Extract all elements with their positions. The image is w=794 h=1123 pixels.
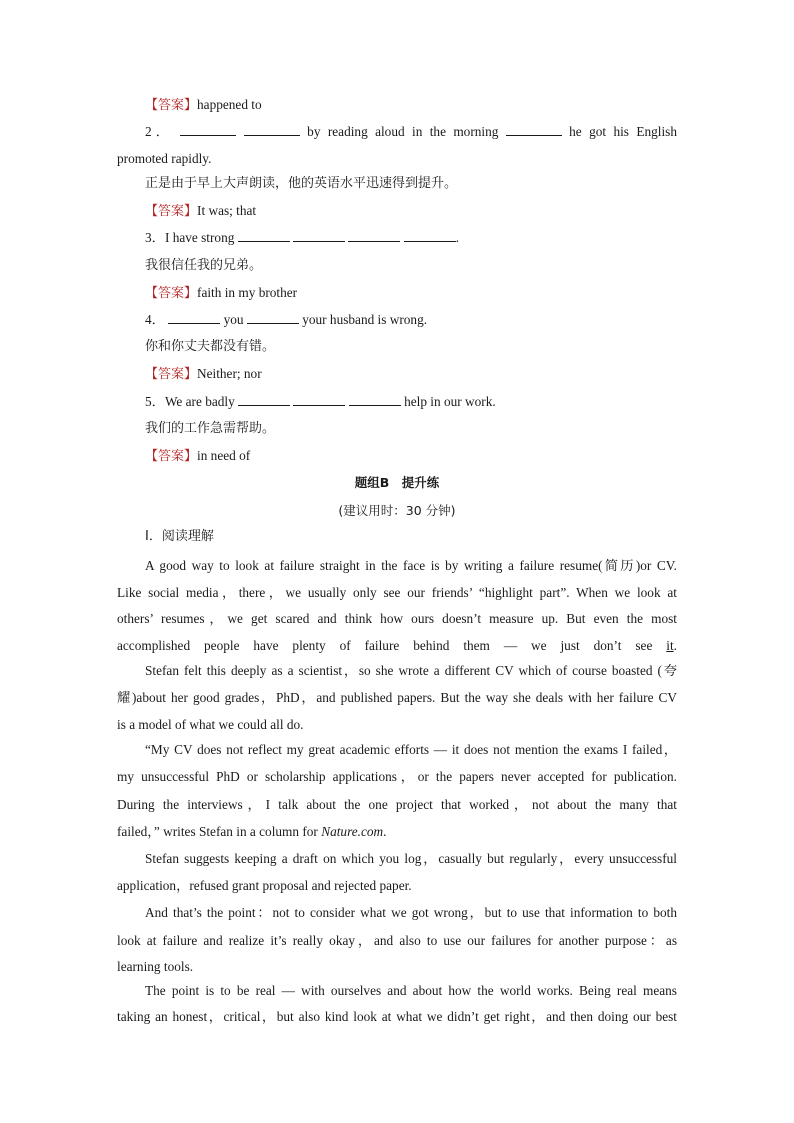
answer-line-5 [145, 447, 250, 466]
answer-text: It was; that [197, 203, 257, 218]
question-text: 5．We are badly [145, 394, 235, 409]
passage-text: accomplished people have plenty of failure behind them — we just don’t see [117, 638, 653, 653]
question-text: help in our work. [404, 394, 496, 409]
answer-blank[interactable] [180, 123, 236, 136]
question-text: 3．I have strong [145, 230, 235, 245]
question-5 [145, 393, 496, 411]
answer-blank[interactable] [238, 393, 290, 406]
passage-line [117, 823, 386, 841]
answer-line-3 [145, 284, 297, 303]
question-text: he got his English [569, 124, 677, 139]
answer-blank[interactable] [168, 311, 220, 324]
underlined-word: it [666, 638, 674, 653]
answer-blank[interactable] [349, 393, 401, 406]
answer-blank[interactable] [293, 229, 345, 242]
question-2-line-2: promoted rapidly. [117, 151, 212, 166]
passage-line: my unsuccessful PhD or scholarship applications，or the papers never accepted for publication. [117, 769, 677, 784]
answer-text: faith in my brother [197, 285, 298, 300]
passage-line: is a model of what we could all do. [117, 717, 304, 732]
answer-blank[interactable] [244, 123, 300, 136]
passage-line: A good way to look at failure straight in the face is by writing a failure resume(简历)or CV. [145, 558, 677, 573]
answer-text: Neither; nor [197, 366, 262, 381]
passage-line: And that’s the point：not to consider what we got wrong，but to use that information to both [145, 905, 677, 920]
section-time: (建议用时：30 分钟) [338, 503, 456, 518]
part-heading: Ⅰ．阅读理解 [145, 529, 214, 544]
question-2-chinese: 正是由于早上大声朗读，他的英语水平迅速得到提升。 [145, 176, 458, 191]
question-4-chinese: 你和你丈夫都没有错。 [145, 339, 276, 354]
passage-line: learning tools. [117, 959, 194, 974]
passage-line: taking an honest，critical，but also kind look at what we didn’t get right，and then doing our best [117, 1009, 677, 1024]
passage-line: others’ resumes，we get scared and think how ours doesn’t measure up. But even the most [117, 611, 677, 626]
answer-tag: 【答案】 [145, 449, 198, 464]
answer-blank[interactable] [293, 393, 345, 406]
passage-line: “My CV does not reflect my great academic efforts — it does not mention the exams I failed， [145, 742, 677, 757]
question-2-line-1 [145, 123, 677, 141]
answer-text: happened to [197, 97, 262, 112]
answer-blank[interactable] [247, 311, 299, 324]
answer-tag: 【答案】 [145, 367, 198, 382]
question-text: you [223, 312, 244, 327]
answer-blank[interactable] [238, 229, 290, 242]
answer-blank[interactable] [506, 123, 562, 136]
question-text: by reading aloud in the morning [307, 124, 499, 139]
answer-line-2 [145, 202, 256, 221]
answer-text: in need of [197, 448, 251, 463]
italic-source: Nature.com [321, 824, 384, 839]
passage-line: Stefan suggests keeping a draft on which you log，casually but regularly，every unsuccessful [145, 851, 677, 866]
question-number: 2． [145, 124, 174, 139]
question-4 [145, 311, 427, 329]
question-3-chinese: 我很信任我的兄弟。 [145, 258, 263, 273]
passage-line: look at failure and realize it’s really okay，and also to use our failures for another purpose：as [117, 933, 677, 948]
passage-line: application，refused grant proposal and rejected paper. [117, 878, 412, 893]
question-text: your husband is wrong. [302, 312, 428, 327]
answer-tag: 【答案】 [145, 286, 198, 301]
answer-line-1 [145, 96, 262, 115]
passage-line [117, 637, 677, 655]
answer-blank[interactable] [404, 229, 456, 242]
passage-line: During the interviews，I talk about the one project that worked，not about the many that [117, 797, 677, 812]
question-5-chinese: 我们的工作急需帮助。 [145, 421, 276, 436]
answer-line-4 [145, 365, 262, 384]
answer-blank[interactable] [348, 229, 400, 242]
answer-tag: 【答案】 [145, 204, 198, 219]
passage-line: The point is to be real — with ourselves and about how the world works. Being real means [145, 983, 677, 998]
section-title: 题组B 提升练 [354, 475, 440, 490]
passage-line: Stefan felt this deeply as a scientist，so she wrote a different CV which of course boasted (夸 [145, 663, 677, 678]
question-text: . [455, 230, 460, 245]
question-number: 4． [145, 312, 165, 327]
question-3 [145, 229, 459, 247]
passage-text: failed，” writes Stefan in a column for [117, 824, 318, 839]
passage-line: 耀)about her good grades，PhD，and published papers. But the way she deals with her failure CV [117, 690, 677, 705]
passage-text: . [383, 824, 387, 839]
passage-line: Like social media，there，we usually only see our friends’ “highlight part”. When we look at [117, 585, 677, 600]
passage-text: . [673, 638, 677, 653]
answer-tag: 【答案】 [145, 98, 198, 113]
